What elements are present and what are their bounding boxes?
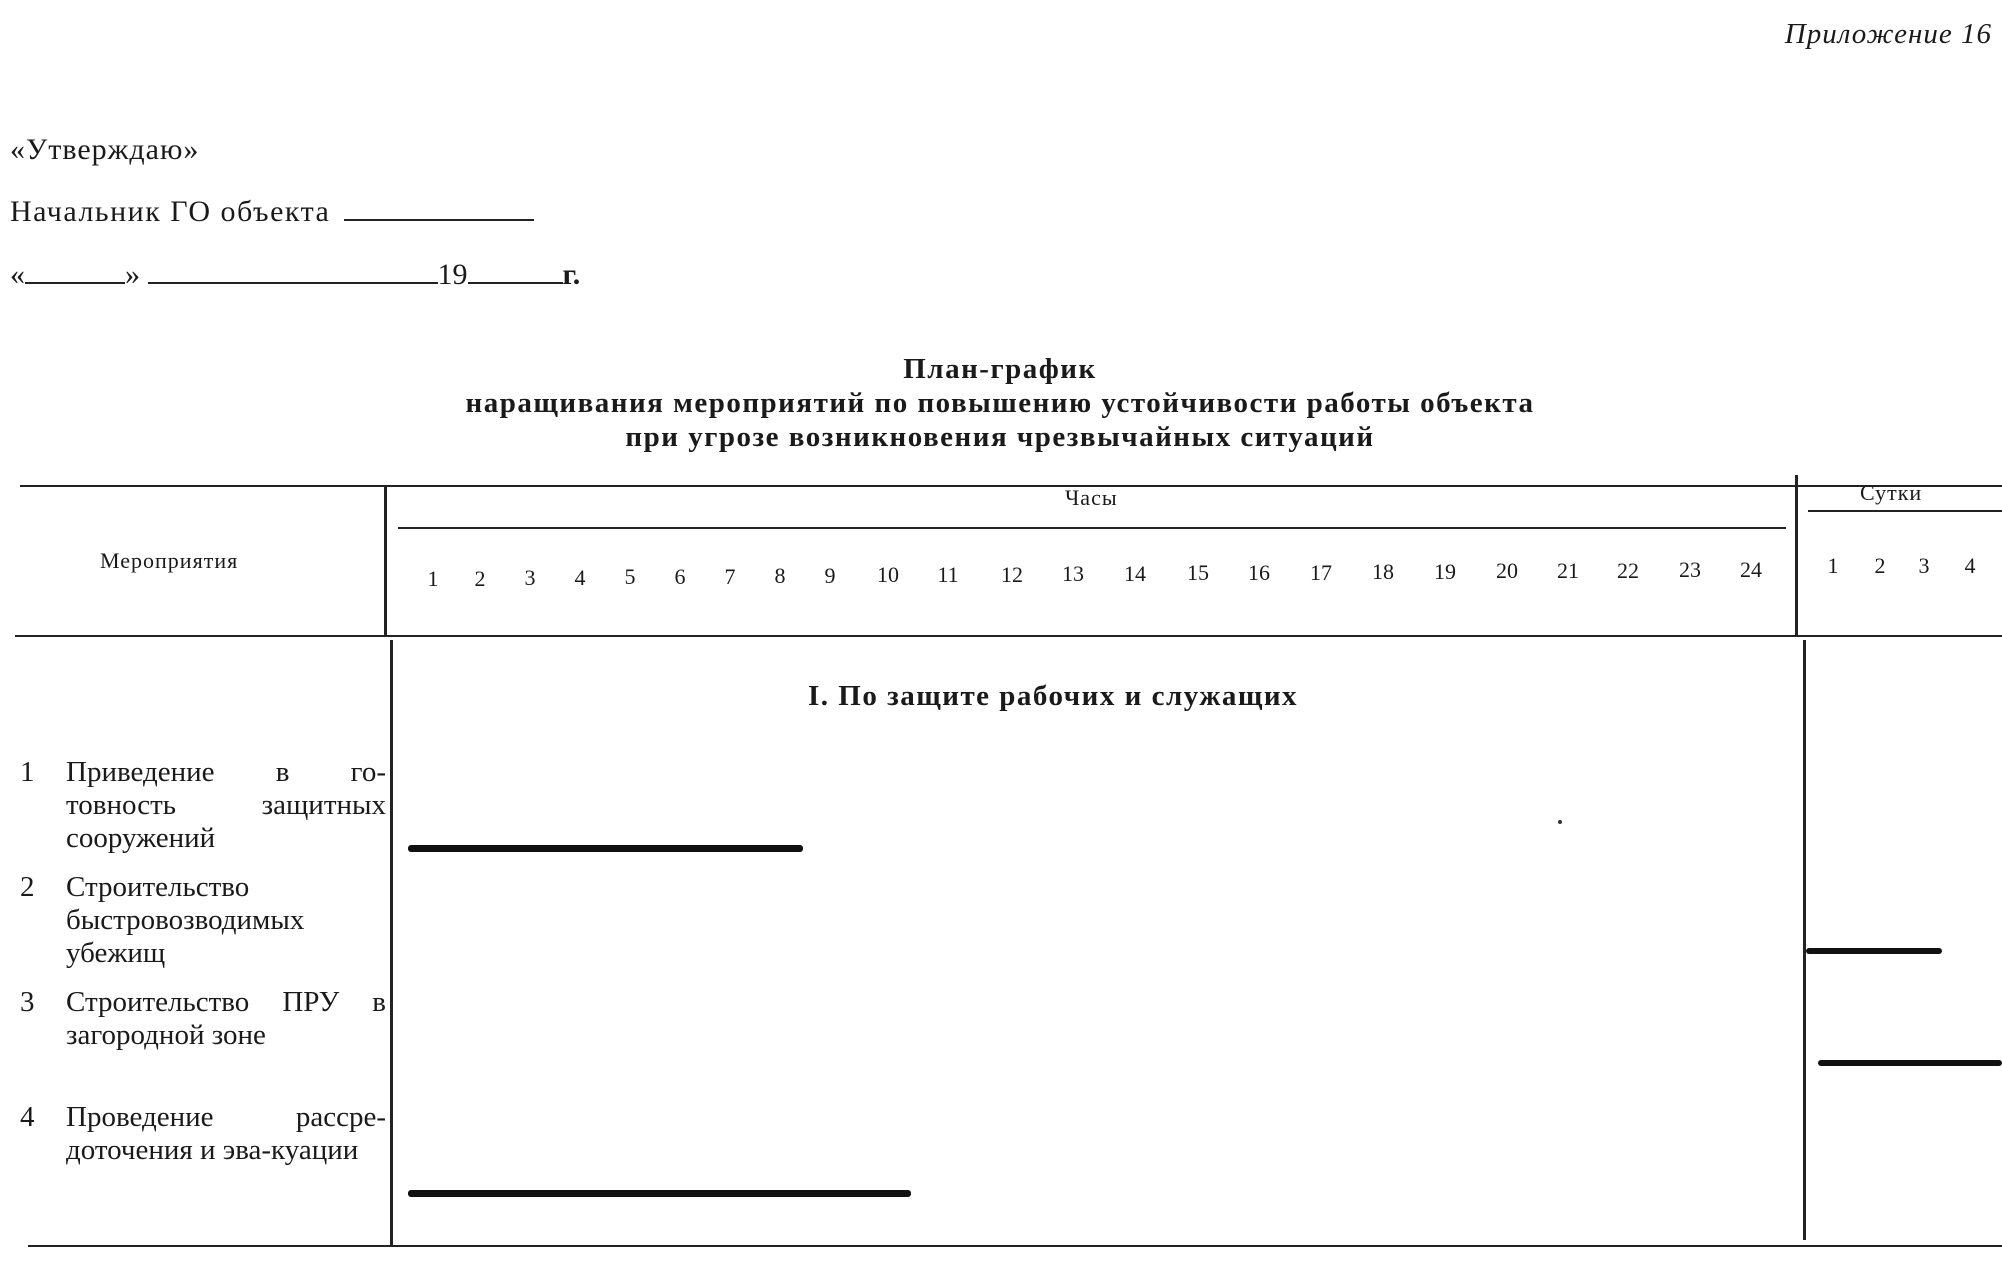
appendix-label: Приложение 16 xyxy=(1784,18,1992,50)
days-subheader-rule xyxy=(1808,510,2002,512)
days-divider-body xyxy=(1803,640,1806,1240)
hour-number: 8 xyxy=(774,563,786,588)
hour-number: 10 xyxy=(877,562,899,587)
hour-number: 17 xyxy=(1310,560,1332,585)
column-header-hours: Часы xyxy=(1065,485,1118,510)
year-prefix: 19 xyxy=(437,258,468,291)
hour-number: 3 xyxy=(524,565,536,590)
day-number: 2 xyxy=(1874,553,1886,578)
activity-item xyxy=(20,1101,395,1211)
hour-number: 7 xyxy=(724,564,736,589)
hour-number: 1 xyxy=(427,566,439,591)
hour-number: 23 xyxy=(1679,557,1701,582)
schedule-bar-days xyxy=(1818,1060,2002,1066)
signature-blank xyxy=(344,197,534,221)
hour-number: 22 xyxy=(1617,558,1639,583)
activity-item xyxy=(20,871,395,981)
activity-text: Проведение рассре-доточения и эва-куации xyxy=(66,1101,386,1166)
activity-text: Приведение в го-товность защитных сооружений xyxy=(66,756,386,854)
date-line xyxy=(10,258,580,292)
hour-number: 15 xyxy=(1187,560,1209,585)
hour-number: 13 xyxy=(1062,561,1084,586)
hours-subheader-rule xyxy=(398,527,1786,529)
hour-number: 19 xyxy=(1434,559,1456,584)
activity-item xyxy=(20,756,395,866)
column-header-days: Сутки xyxy=(1860,480,1923,505)
activity-number: 3 xyxy=(20,986,35,1018)
table-bottom-rule xyxy=(28,1245,2002,1247)
activity-number: 1 xyxy=(20,756,35,788)
date-close-quote: » xyxy=(125,258,140,291)
chief-signature-line xyxy=(10,195,534,229)
day-number: 1 xyxy=(1827,553,1839,578)
hour-number: 4 xyxy=(574,565,586,590)
column-header-activities: Мероприятия xyxy=(100,548,239,573)
activity-text: Строительство ПРУ в загородной зоне xyxy=(66,986,386,1051)
year-blank xyxy=(468,260,563,284)
hour-number: 18 xyxy=(1372,559,1394,584)
day-number: 3 xyxy=(1918,553,1930,578)
hour-number: 11 xyxy=(937,562,959,587)
table-top-rule xyxy=(20,485,2002,487)
month-blank xyxy=(148,260,438,284)
hour-number: 5 xyxy=(624,564,636,589)
schedule-bar-hours xyxy=(408,1190,911,1197)
title-line-1: План-график xyxy=(903,353,1097,385)
activities-divider-head xyxy=(384,485,387,635)
hour-number: 24 xyxy=(1740,557,1762,582)
hour-number: 6 xyxy=(674,564,686,589)
year-suffix: г. xyxy=(562,258,581,291)
ink-speck xyxy=(1558,820,1562,824)
activity-number: 4 xyxy=(20,1101,35,1133)
day-number: 4 xyxy=(1964,553,1976,578)
title-line-3: при угрозе возникновения чрезвычайных ситуаций xyxy=(625,421,1375,453)
schedule-bar-hours xyxy=(408,845,803,852)
section-heading: I. По защите рабочих и служащих xyxy=(808,680,1299,712)
chief-label: Начальник ГО объекта xyxy=(10,195,331,228)
hour-number: 12 xyxy=(1001,562,1023,587)
title-line-2: наращивания мероприятий по повышению устойчивости работы объекта xyxy=(465,387,1535,419)
activity-item xyxy=(20,986,395,1096)
hour-number: 9 xyxy=(824,563,836,588)
activity-text: Строительство быстровозводимых убежищ xyxy=(66,871,305,969)
document-title xyxy=(300,352,1700,454)
hour-number: 20 xyxy=(1496,558,1518,583)
hour-number: 21 xyxy=(1557,558,1579,583)
schedule-bar-days xyxy=(1806,948,1942,954)
approval-stamp: «Утверждаю» xyxy=(10,133,200,166)
date-open-quote: « xyxy=(10,258,25,291)
hour-number: 16 xyxy=(1248,560,1270,585)
activity-number: 2 xyxy=(20,871,35,903)
hour-number: 14 xyxy=(1124,561,1146,586)
header-bottom-rule xyxy=(15,635,2002,637)
day-blank xyxy=(25,260,125,284)
hour-number: 2 xyxy=(474,566,486,591)
days-divider-head xyxy=(1795,475,1798,635)
